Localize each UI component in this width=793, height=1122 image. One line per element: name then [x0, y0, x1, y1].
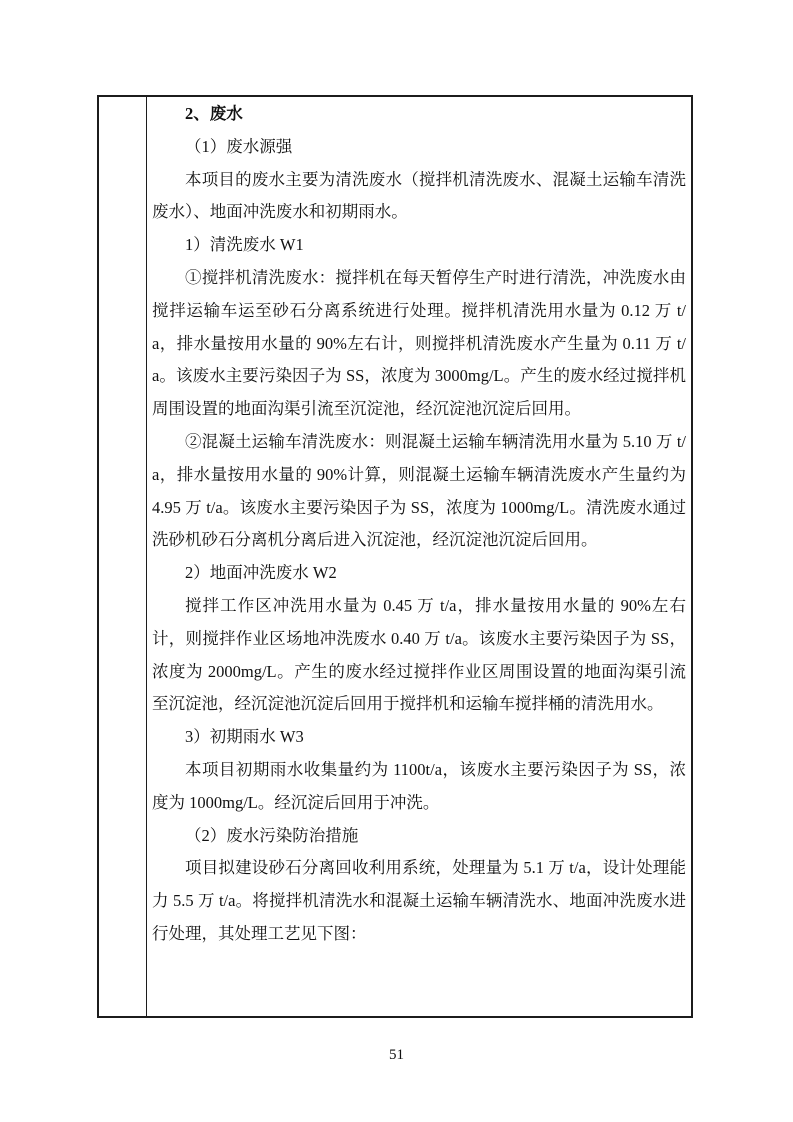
table-left-gutter-cell	[99, 97, 147, 1016]
paragraph: 项目拟建设砂石分离回收利用系统，处理量为 5.1 万 t/a，设计处理能力 5.5 万 t/a。将搅拌机清洗水和混凝土运输车辆清洗水、地面冲洗废水进行处理，其处理工艺见下图：	[152, 858, 686, 943]
paragraph: 本项目的废水主要为清洗废水（搅拌机清洗废水、混凝土运输车清洗废水）、地面冲洗废水和初期雨水。	[152, 169, 686, 222]
paragraph: 本项目初期雨水收集量约为 1100t/a，该废水主要污染因子为 SS，浓度为 1000mg/L。经沉淀后回用于冲洗。	[152, 759, 686, 812]
paragraph: ①搅拌机清洗废水：搅拌机在每天暂停生产时进行清洗，冲洗废水由搅拌运输车运至砂石分离系统进行处理。搅拌机清洗用水量为 0.12 万 t/a，排水量按用水量的 90%左右计，则搅拌机清洗废水产生量为 0.11 万 t/a。该废水主要污染因子为 SS，浓度为 3000mg/L。产生的废水经过搅拌机周围设置的地面沟渠引流至沉淀池，经沉淀池沉淀后回用。	[152, 267, 686, 419]
page-number: 51	[389, 1047, 404, 1063]
subsection-heading: （2）废水污染防治措施	[185, 825, 359, 845]
subsection-heading: （1）废水源强	[185, 136, 293, 156]
subsection-heading: 1）清洗废水 W1	[185, 235, 304, 255]
subsection-heading: 3）初期雨水 W3	[185, 727, 304, 747]
section-heading: 2、废水	[185, 104, 243, 123]
content-table	[97, 95, 693, 1018]
table-content-cell	[147, 97, 691, 1016]
paragraph: ②混凝土运输车清洗废水：则混凝土运输车辆清洗用水量为 5.10 万 t/a，排水量按用水量的 90%计算，则混凝土运输车辆清洗废水产生量约为 4.95 万 t/a。该废水主要污染因子为 SS，浓度为 1000mg/L。清洗废水通过洗砂机砂石分离机分离后进入沉淀池，经沉淀池沉淀后回用。	[152, 431, 686, 550]
subsection-heading: 2）地面冲洗废水 W2	[185, 563, 337, 583]
paragraph: 搅拌工作区冲洗用水量为 0.45 万 t/a，排水量按用水量的 90%左右计，则搅拌作业区场地冲洗废水 0.40 万 t/a。该废水主要污染因子为 SS，浓度为 2000mg/L。产生的废水经过搅拌作业区周围设置的地面沟渠引流至沉淀池，经沉淀池沉淀后回用于搅拌机和运输车搅拌桶的清洗用水。	[152, 595, 686, 714]
